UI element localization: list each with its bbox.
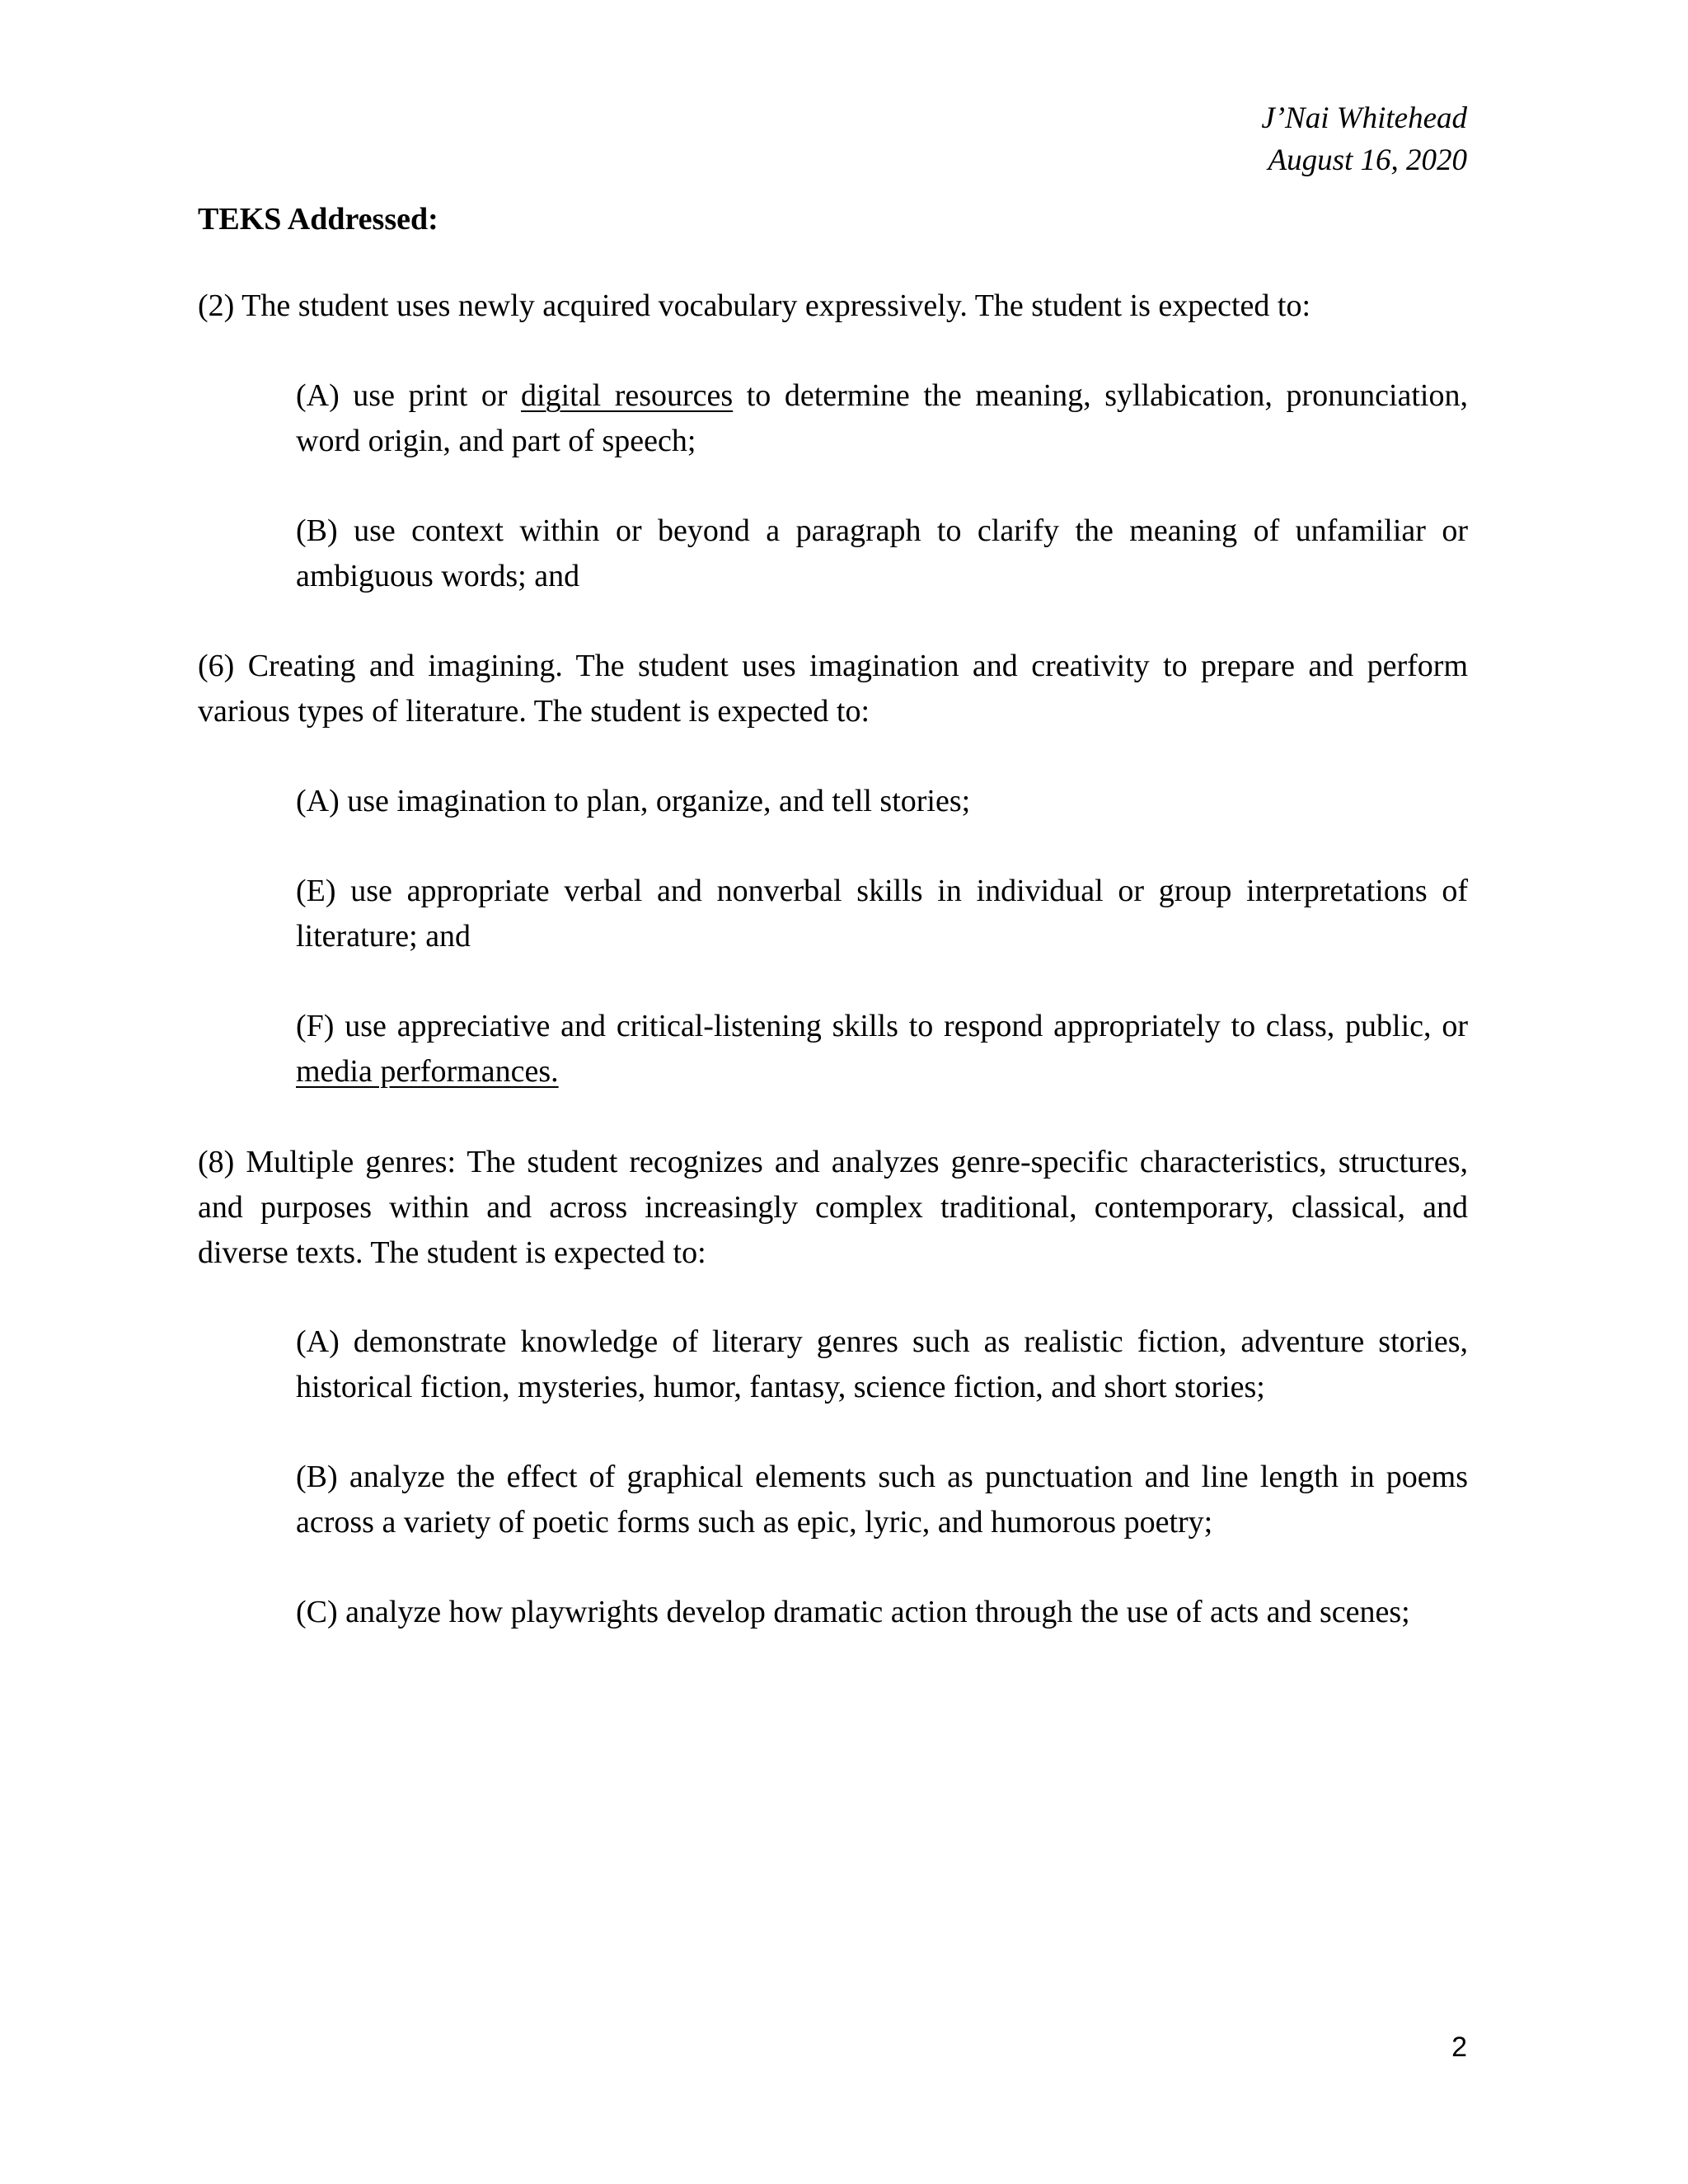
digital-resources-link[interactable]: digital resources <box>521 378 734 413</box>
section-6-item-f <box>296 1004 1468 1094</box>
section-6-item-e: (E) use appropriate verbal and nonverbal skills in individual or group interpretations of literature; and <box>296 874 1468 954</box>
document-header <box>1261 97 1467 181</box>
author-name: J’Nai Whitehead <box>1261 101 1467 135</box>
section-8-intro: (8) Multiple genres: The student recognizes and analyzes genre-specific characteristics, structures, and purposes within and across increasingly complex traditional, contemporary, classical, and diverse texts. The student is expected to: <box>198 1145 1468 1270</box>
section-2-item-b: (B) use context within or beyond a paragraph to clarify the meaning of unfamiliar or ambiguous words; and <box>296 513 1468 593</box>
section-6-item-f-text: (F) use appreciative and critical-listening skills to respond appropriately to class, public, or <box>296 1009 1468 1043</box>
section-8-item-b: (B) analyze the effect of graphical elements such as punctuation and line length in poems across a variety of poetic forms such as epic, lyric, and humorous poetry; <box>296 1460 1468 1540</box>
section-2-item-a <box>296 373 1468 464</box>
section-2-intro: (2) The student uses newly acquired vocabulary expressively. The student is expected to: <box>198 288 1311 323</box>
section-6-item-a: (A) use imagination to plan, organize, and tell stories; <box>296 784 971 818</box>
section-2-item-a-text-start: (A) use print or <box>296 378 522 413</box>
section-8-item-c: (C) analyze how playwrights develop dramatic action through the use of acts and scenes; <box>296 1595 1410 1629</box>
page-number: 2 <box>1451 2032 1467 2063</box>
section-2-item-a-text-end: to determine the meaning, syllabication, pronunciation, word origin, and part of speech; <box>296 378 1468 458</box>
section-6-intro: (6) Creating and imagining. The student uses imagination and creativity to prepare and perform various types of literature. The student is expected to: <box>198 649 1468 729</box>
document-date: August 16, 2020 <box>1268 143 1467 177</box>
section-8-item-a: (A) demonstrate knowledge of literary genres such as realistic fiction, adventure stories, historical fiction, mysteries, humor, fantasy, science fiction, and short stories; <box>296 1324 1468 1404</box>
teks-heading: TEKS Addressed: <box>198 202 438 237</box>
media-performances-link[interactable]: media performances. <box>296 1054 559 1089</box>
